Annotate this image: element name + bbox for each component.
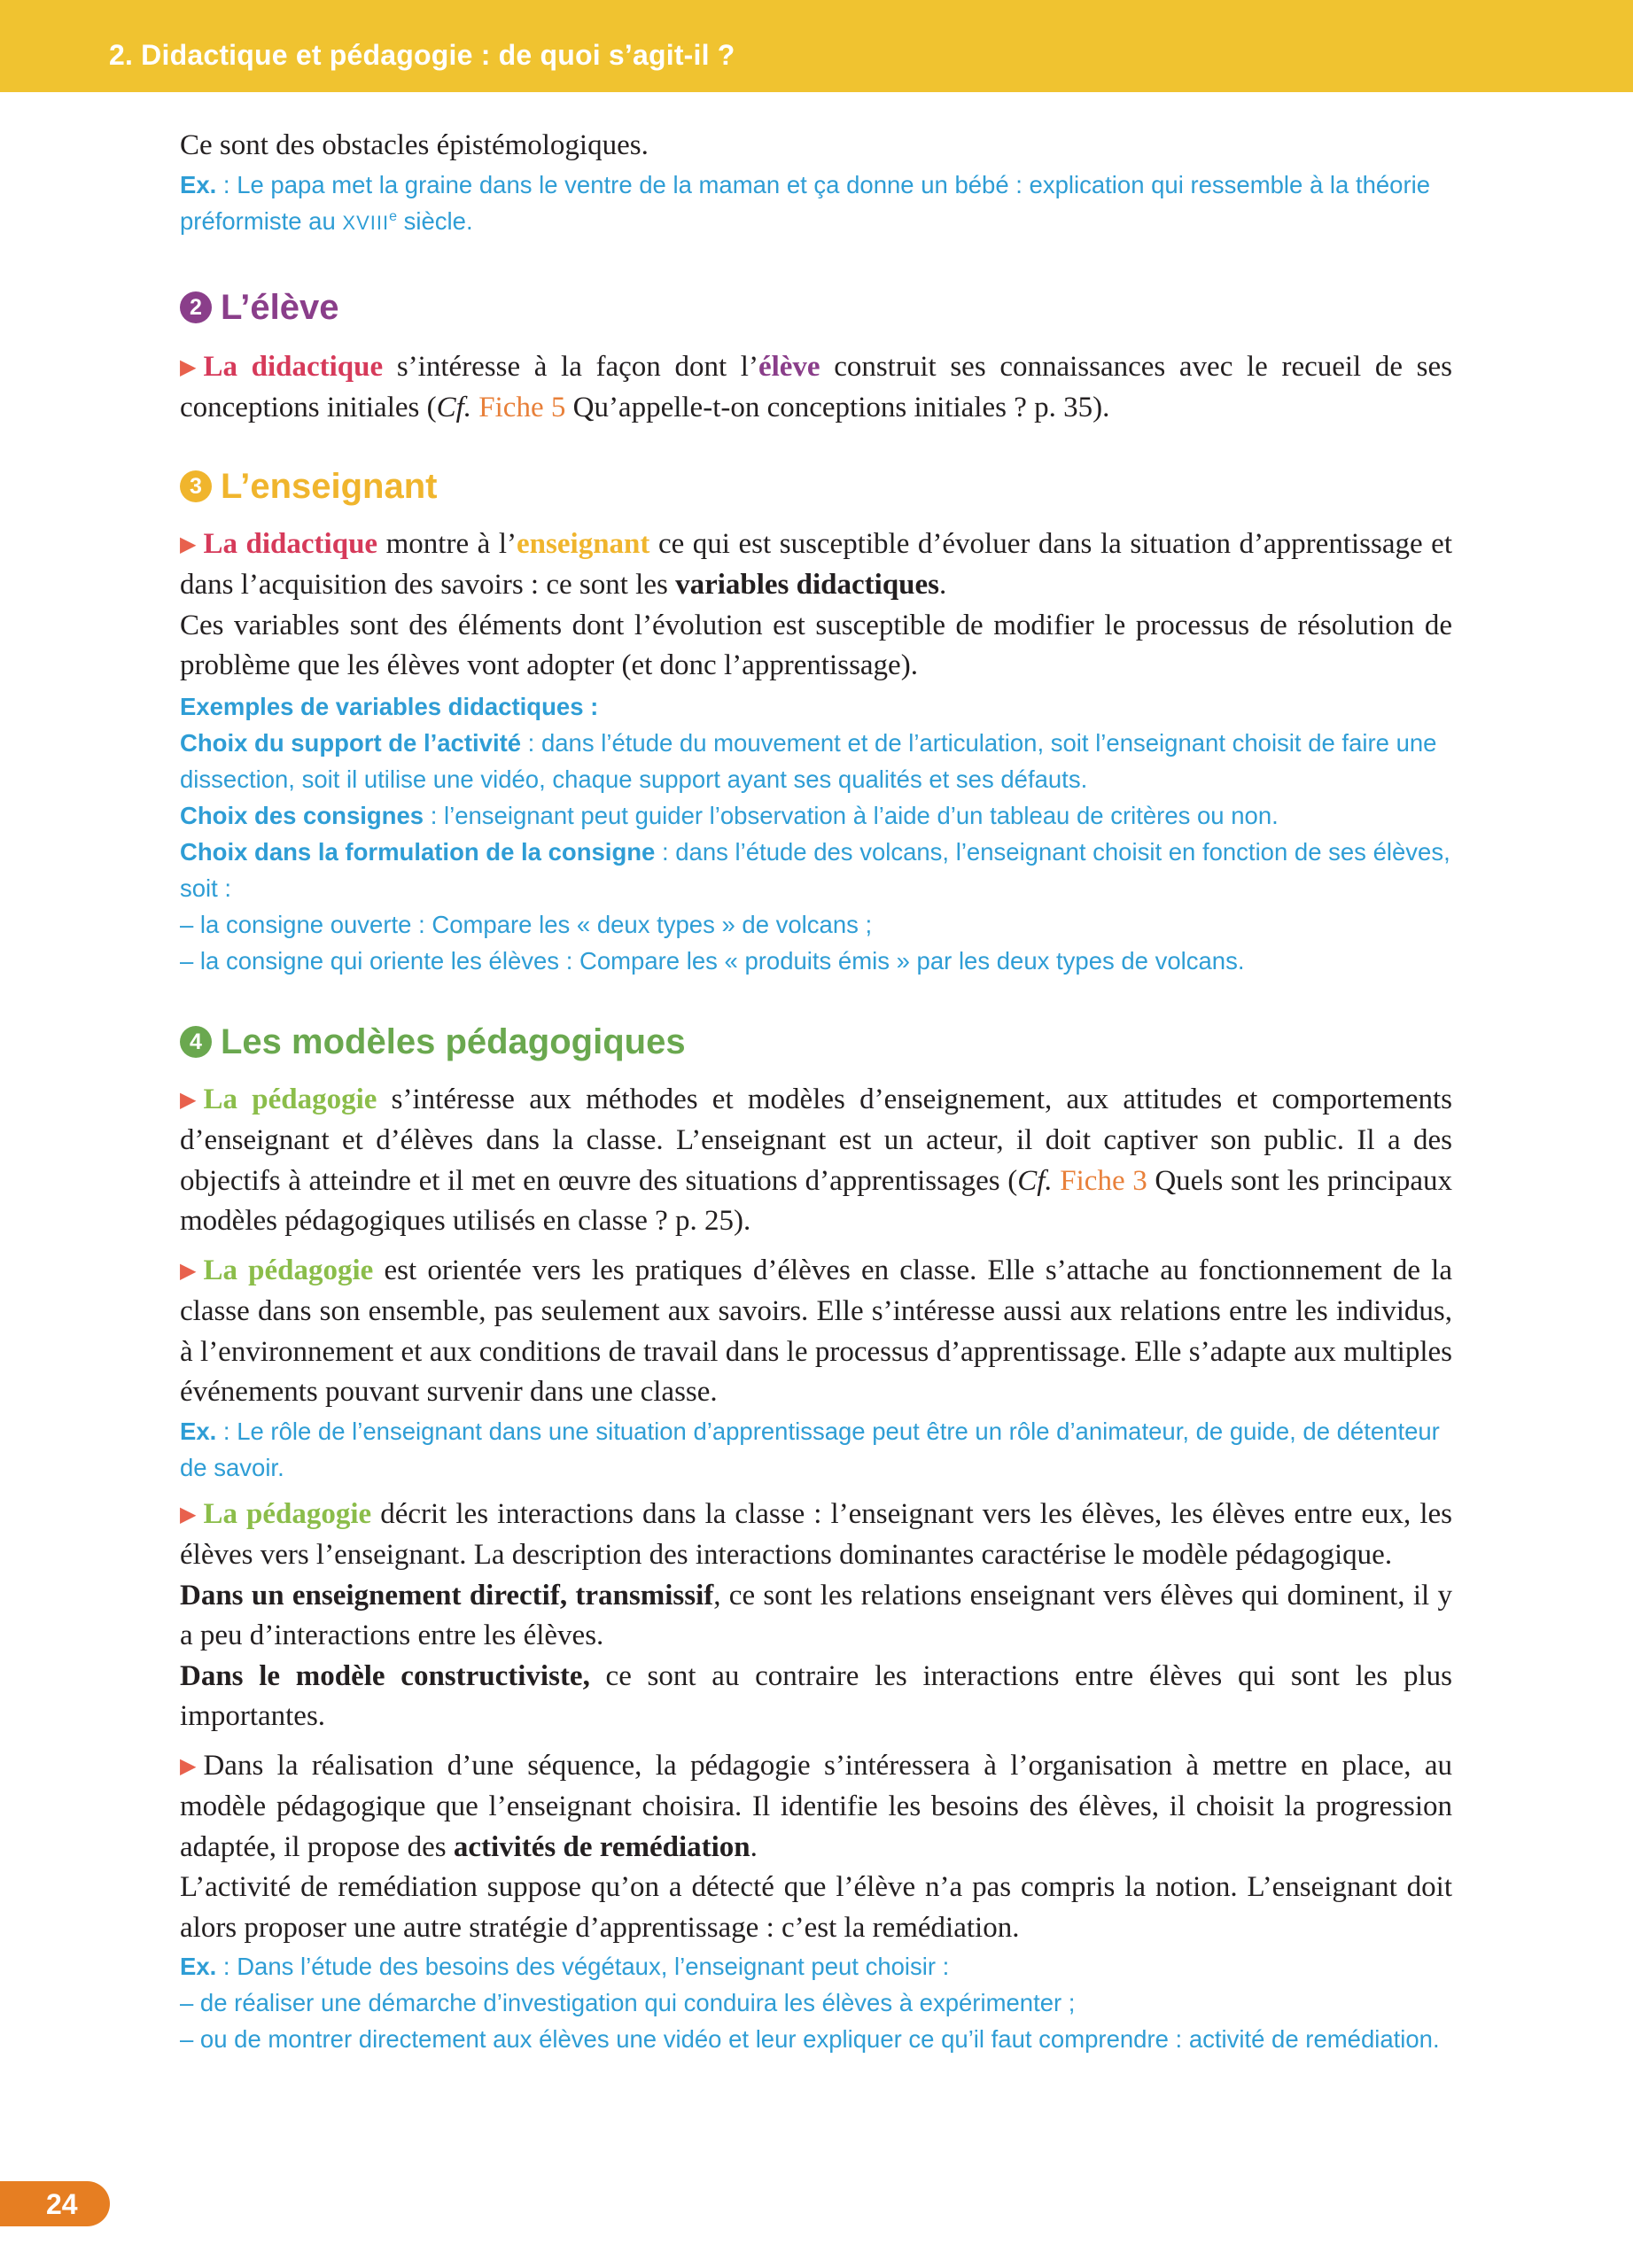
text: ce qui est susceptible d’évoluer dans la situation d’apprentissage et dans l’acquisition des savoirs : ce sont les: [180, 527, 1453, 601]
example: [180, 1413, 1452, 1486]
section-number-badge: 4: [180, 1026, 212, 1058]
text: Qu’appelle-t-on conceptions initiales ? p. 35).: [565, 392, 1110, 423]
list-item: – de réaliser une démarche d’investigation qui conduira les élèves à expérimenter ;: [180, 1989, 1076, 2016]
keyword-pedagogie: La pédagogie: [203, 1497, 372, 1530]
triangle-bullet-icon: ▶: [180, 1754, 197, 1778]
list-item: – la consigne qui oriente les élèves : Compare les « produits émis » par les deux types de volcans.: [180, 946, 1245, 975]
examples-title-text: Exemples de variables didactiques :: [180, 692, 599, 720]
intro-line: Ce sont des obstacles épistémologiques.: [180, 129, 649, 161]
example-text: : Le rôle de l’enseignant dans une situation d’apprentissage peut être un rôle d’animateur, de guide, de détenteur de savoir.: [180, 1417, 1440, 1481]
text: Quels sont les principaux modèles pédagogiques utilisés en classe ? p. 25).: [180, 1164, 1452, 1237]
example-label: Ex.: [180, 170, 217, 198]
text: décrit les interactions dans la classe : l’enseignant vers les élèves, les élèves entre eux, les élèves vers l’enseignant. La description des interactions dominantes caractérise le modèle pédagogique.: [180, 1497, 1452, 1571]
example-text-end: siècle.: [397, 206, 473, 235]
section-number-badge: 3: [180, 470, 212, 502]
paragraph: [180, 1746, 1452, 1868]
example-label: Choix des consignes: [180, 801, 424, 829]
example-text: : l’enseignant peut guider l’observation à l’aide d’un tableau de critères ou non.: [424, 801, 1279, 829]
examples-title: [180, 688, 1452, 725]
century-superscript: e: [389, 208, 398, 224]
cf-abbrev: Cf.: [1017, 1164, 1053, 1197]
keyword-enseignant: enseignant: [517, 527, 650, 560]
paragraph: L’activité de remédiation suppose qu’on a détecté que l’élève n’a pas compris la notion. L’enseignant doit alors proposer une autre stratégie d’apprentissage : c’est la remédiation.: [180, 1871, 1452, 1944]
keyword-pedagogie: La pédagogie: [203, 1083, 377, 1115]
section-title: L’enseignant: [221, 466, 438, 506]
example-label: Choix dans la formulation de la consigne: [180, 837, 656, 866]
paragraph: Ces variables sont des éléments dont l’évolution est susceptible de modifier le processus de résolution de problème que les élèves vont adopter (et donc l’apprentissage).: [180, 609, 1452, 681]
example-text: : Le papa met la graine dans le ventre de la maman et ça donne un bébé : explication qui ressemble à la théorie préformiste au: [180, 170, 1431, 235]
example-label: Ex.: [180, 1953, 217, 1980]
text: s’intéresse à la façon dont l’: [383, 350, 758, 383]
bold-term: Dans le modèle constructiviste,: [180, 1659, 590, 1692]
bold-term: activités de remédiation: [453, 1830, 750, 1863]
text: est orientée vers les pratiques d’élèves en classe. Elle s’attache au fonctionnement de la classe dans son ensemble, pas seulement aux savoirs. Elle s’intéresse aussi aux relations entre les individus, à l’environnement et aux conditions de travail dans le processus d’apprentissage. Elle s’adapte aux multiples événements pouvant survenir dans une classe.: [180, 1254, 1452, 1408]
keyword-pedagogie: La pédagogie: [203, 1254, 374, 1286]
list-item: – la consigne ouverte : Compare les « deux types » de volcans ;: [180, 910, 873, 938]
section-heading-modeles: [180, 1020, 1452, 1064]
triangle-bullet-icon: ▶: [180, 1088, 197, 1112]
text: ce sont au contraire les interactions entre élèves qui sont les plus importantes.: [180, 1659, 1452, 1732]
example-label: Ex.: [180, 1417, 217, 1445]
text: s’intéresse aux méthodes et modèles d’enseignement, aux attitudes et comportements d’enseignant et d’élèves dans la classe. L’enseignant est un acteur, il doit captiver son public. Il a des objectifs à atteindre et il met en œuvre des situations d’apprentissages (: [180, 1083, 1452, 1197]
chapter-title: 2. Didactique et pédagogie : de quoi s’agit-il ?: [109, 39, 735, 71]
triangle-bullet-icon: ▶: [180, 1259, 197, 1283]
example-item: [180, 834, 1452, 906]
paragraph: [180, 347, 1452, 429]
section-title: Les modèles pédagogiques: [221, 1021, 686, 1061]
keyword-didactique: La didactique: [203, 350, 384, 383]
section-heading-enseignant: [180, 464, 1452, 509]
section-number-badge: 2: [180, 291, 212, 323]
keyword-eleve: élève: [758, 350, 820, 383]
section-title: L’élève: [221, 287, 339, 327]
example-item: [180, 797, 1452, 834]
page-number: 24: [46, 2188, 78, 2220]
examples-block: [180, 688, 1452, 979]
text: , ce sont les relations enseignant vers élèves qui dominent, il y a peu d’interactions entre les élèves.: [180, 1579, 1452, 1651]
paragraph: [180, 1657, 1452, 1737]
example-label: Choix du support de l’activité: [180, 728, 522, 757]
page-content: [180, 126, 1452, 2057]
section-heading-eleve: [180, 285, 1452, 330]
text: Dans la réalisation d’une séquence, la pédagogie s’intéressera à l’organisation à mettre en place, au modèle pédagogique que l’enseignant choisira. Il identifie les besoins des élèves, il choisit la progression adaptée, il propose des: [180, 1749, 1452, 1863]
text: .: [939, 569, 947, 601]
century-numeral: XVIII: [342, 211, 390, 234]
example-text: : dans l’étude du mouvement et de l’articulation, soit l’enseignant choisit de faire une dissection, soit il utilise une vidéo, chaque support ayant ses qualités et ses défauts.: [180, 728, 1437, 793]
text: construit ses connaissances avec le recueil de ses conceptions initiales (: [180, 350, 1453, 423]
bold-term: Dans un enseignement directif, transmissif: [180, 1579, 714, 1612]
triangle-bullet-icon: ▶: [180, 1503, 197, 1526]
paragraph: [180, 1251, 1452, 1413]
keyword-didactique: La didactique: [203, 527, 378, 560]
intro-example: [180, 167, 1452, 241]
triangle-bullet-icon: ▶: [180, 355, 197, 379]
cf-abbrev: Cf.: [436, 392, 472, 423]
paragraph: [180, 1495, 1452, 1576]
text: montre à l’: [377, 527, 517, 560]
fiche-reference: Fiche 3: [1052, 1164, 1147, 1197]
text: .: [750, 1830, 758, 1863]
paragraph: [180, 1080, 1452, 1242]
paragraph: [180, 1576, 1452, 1657]
example-text: : Dans l’étude des besoins des végétaux, l’enseignant peut choisir :: [216, 1953, 950, 1980]
list-item: – ou de montrer directement aux élèves une vidéo et leur expliquer ce qu’il faut comprendre : activité de remédiation.: [180, 2025, 1440, 2053]
paragraph: [180, 524, 1452, 606]
bold-term: variables didactiques: [675, 569, 940, 601]
example-item: [180, 725, 1452, 797]
example: [180, 1948, 1452, 1984]
triangle-bullet-icon: ▶: [180, 532, 197, 556]
fiche-reference: Fiche 5: [471, 392, 566, 423]
example-text: : dans l’étude des volcans, l’enseignant choisit en fonction de ses élèves, soit :: [180, 837, 1450, 902]
